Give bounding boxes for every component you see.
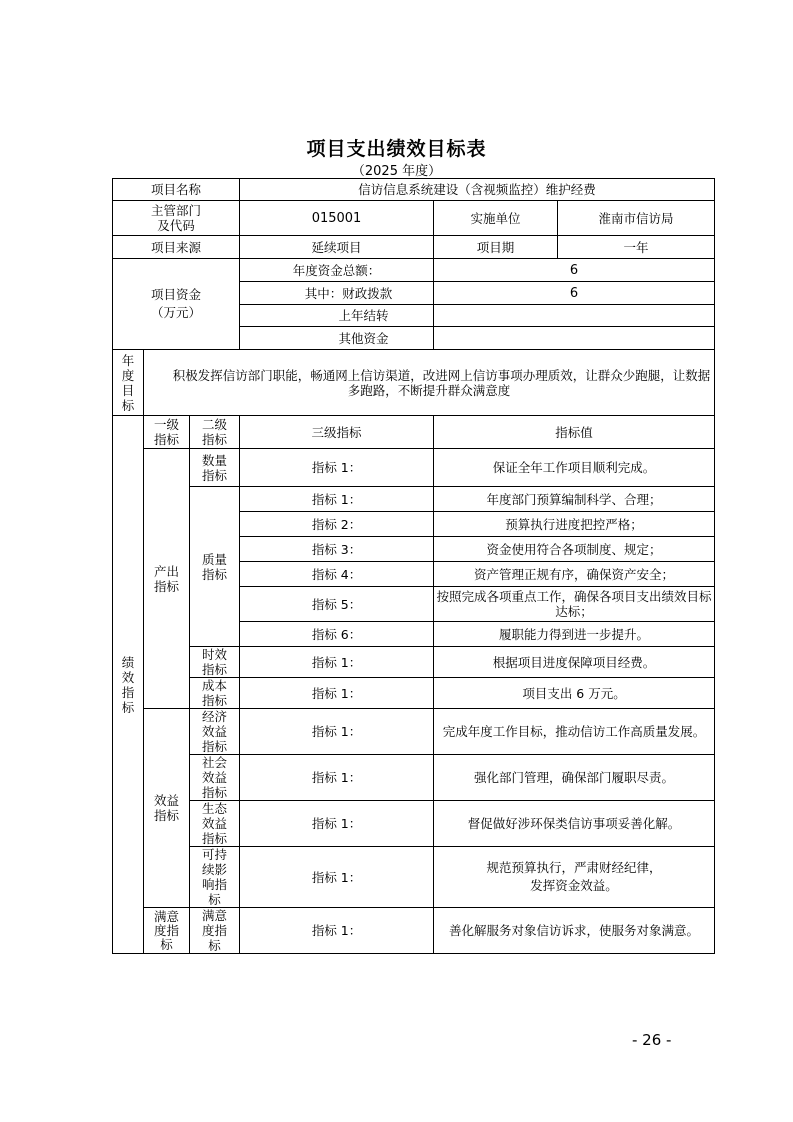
row-social-1 (113, 755, 715, 801)
indicator-name: 指标 1： (240, 801, 434, 847)
indicator-value: 保证全年工作项目顺利完成。 (434, 449, 715, 487)
page-title: 项目支出绩效目标表 (306, 138, 487, 160)
indicator-value: 资产管理正规有序，确保资产安全； (434, 562, 715, 587)
timeliness-label: 时效指标 (190, 647, 240, 678)
indicator-name: 指标 1： (240, 647, 434, 678)
ecological-label: 生态效益指标 (190, 801, 240, 847)
funds-label (113, 259, 240, 350)
page-subtitle: （2025 年度） (351, 164, 442, 179)
row-funds-total (113, 259, 715, 282)
indicator-name: 指标 6： (240, 622, 434, 647)
funds-total-value: 6 (434, 259, 715, 282)
row-ecological-1 (113, 801, 715, 847)
funds-label-line2: （万元） (151, 305, 202, 320)
header-level3: 三级指标 (240, 416, 434, 449)
dept-label-line1: 主管部门 (151, 203, 202, 218)
satisfaction-l1-label: 满意度指标 (144, 908, 190, 954)
funds-other-value (434, 327, 715, 350)
indicator-name: 指标 1： (240, 449, 434, 487)
funds-total-label: 年度资金总额： (240, 259, 434, 282)
row-sustain-1 (113, 847, 715, 908)
output-label: 产出指标 (144, 449, 190, 709)
dept-label (113, 201, 240, 236)
economic-label: 经济效益指标 (190, 709, 240, 755)
row-satisfaction-1 (113, 908, 715, 954)
indicator-value: 资金使用符合各项制度、规定； (434, 537, 715, 562)
goal-text: 积极发挥信访部门职能，畅通网上信访渠道，改进网上信访事项办理质效，让群众少跑腿，让数据多跑路，不断提升群众满意度 (144, 350, 715, 416)
header-level2: 二级指标 (190, 416, 240, 449)
page-number: - 26 - (632, 1031, 672, 1049)
indicator-name: 指标 4： (240, 562, 434, 587)
indicator-name: 指标 1： (240, 847, 434, 908)
dept-label-line2: 及代码 (157, 218, 195, 233)
indicator-name: 指标 1： (240, 908, 434, 954)
indicator-name: 指标 1： (240, 487, 434, 512)
cost-label: 成本指标 (190, 678, 240, 709)
row-source (113, 236, 715, 259)
indicator-value: 预算执行进度把控严格； (434, 512, 715, 537)
indicator-value (434, 847, 715, 908)
indicator-value: 根据项目进度保障项目经费。 (434, 647, 715, 678)
source-value: 延续项目 (240, 236, 434, 259)
source-label: 项目来源 (113, 236, 240, 259)
row-economic-1 (113, 709, 715, 755)
row-quality-1 (113, 487, 715, 512)
indicator-name: 指标 5： (240, 587, 434, 622)
indicator-value: 善化解服务对象信访诉求，使服务对象满意。 (434, 908, 715, 954)
goal-label: 年度目标 (113, 350, 144, 416)
indicator-value-line2: 发挥资金效益。 (530, 878, 618, 893)
indicator-name: 指标 1： (240, 755, 434, 801)
period-value: 一年 (558, 236, 715, 259)
indicator-value: 完成年度工作目标，推动信访工作高质量发展。 (434, 709, 715, 755)
indicator-value: 强化部门管理，确保部门履职尽责。 (434, 755, 715, 801)
indicator-value: 年度部门预算编制科学、合理； (434, 487, 715, 512)
indicator-name: 指标 2： (240, 512, 434, 537)
funds-label-line1: 项目资金 (151, 287, 202, 302)
indicator-value: 按照完成各项重点工作，确保各项目支出绩效目标达标； (434, 587, 715, 622)
perf-label: 绩效指标 (113, 416, 144, 954)
indicator-name: 指标 3： (240, 537, 434, 562)
row-indicator-header (113, 416, 715, 449)
impl-unit-value: 淮南市信访局 (558, 201, 715, 236)
indicator-name: 指标 1： (240, 678, 434, 709)
quality-label: 质量指标 (190, 487, 240, 647)
funds-fiscal-label: 其中：财政拨款 (240, 282, 434, 305)
indicator-value: 履职能力得到进一步提升。 (434, 622, 715, 647)
dept-code-value: 015001 (240, 201, 434, 236)
project-name-value: 信访信息系统建设（含视频监控）维护经费 (240, 179, 715, 201)
funds-carryover-value (434, 305, 715, 327)
benefit-label: 效益指标 (144, 709, 190, 908)
indicator-value-line1: 规范预算执行，严肃财经纪律， (486, 860, 662, 875)
funds-other-label: 其他资金 (240, 327, 434, 350)
sustain-label: 可持续影响指标 (190, 847, 240, 908)
header-level1: 一级指标 (144, 416, 190, 449)
indicator-value: 督促做好涉环保类信访事项妥善化解。 (434, 801, 715, 847)
funds-carryover-label: 上年结转 (240, 305, 434, 327)
row-timeliness-1 (113, 647, 715, 678)
indicator-value: 项目支出 6 万元。 (434, 678, 715, 709)
quantity-label: 数量指标 (190, 449, 240, 487)
social-label: 社会效益指标 (190, 755, 240, 801)
row-quantity-1 (113, 449, 715, 487)
row-department (113, 201, 715, 236)
row-cost-1 (113, 678, 715, 709)
row-annual-goal (113, 350, 715, 416)
satisfaction-l2-label: 满意度指标 (190, 908, 240, 954)
row-project-name (113, 179, 715, 201)
project-name-label: 项目名称 (113, 179, 240, 201)
funds-fiscal-value: 6 (434, 282, 715, 305)
header-value: 指标值 (434, 416, 715, 449)
impl-unit-label: 实施单位 (434, 201, 558, 236)
indicator-name: 指标 1： (240, 709, 434, 755)
performance-target-table (112, 178, 715, 954)
period-label: 项目期 (434, 236, 558, 259)
